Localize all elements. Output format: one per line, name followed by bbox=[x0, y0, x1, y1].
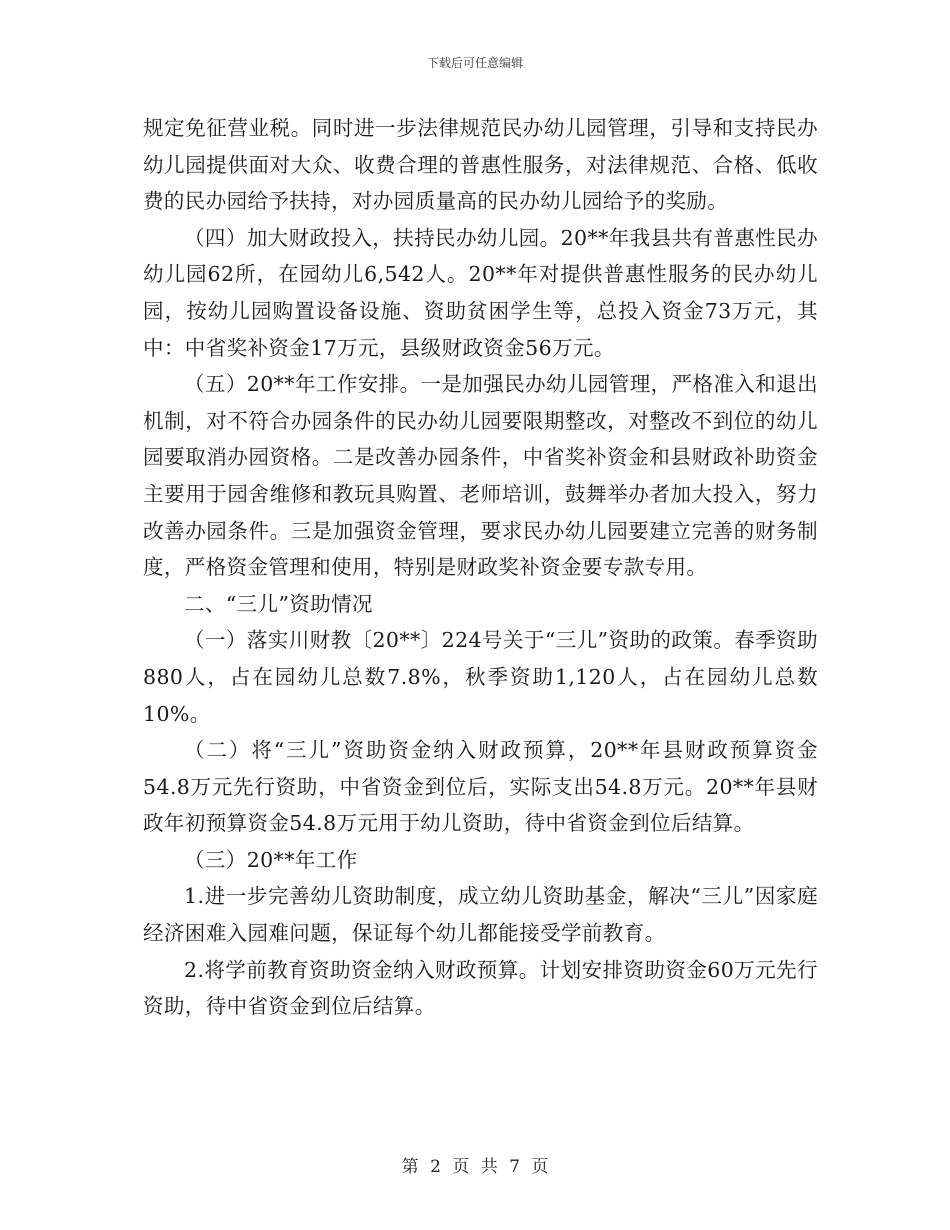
paragraph-section-5: （五）20**年工作安排。一是加强民办幼儿园管理，严格准入和退出机制，对不符合办园条件的民办幼儿园要限期整改，对整改不到位的幼儿园要取消办园资格。二是改善办园条件，中省奖补资金和县财政补助资金主要用于园舍维修和教玩具购置、老师培训，鼓舞举办者加大投入，努力改善办园条件。三是加强资金管理，要求民办幼儿园要建立完善的财务制度，严格资金管理和使用，特别是财政奖补资金要专款专用。 bbox=[143, 372, 818, 580]
page-number-footer: 第 2 页 共 7 页 bbox=[401, 1157, 549, 1177]
document-body bbox=[143, 110, 818, 1025]
paragraph-section-4: （四）加大财政投入，扶持民办幼儿园。20**年我县共有普惠性民办幼儿园62所，在园幼儿6,542人。20**年对提供普惠性服务的民办幼儿园，按幼儿园购置设备设施、资助贫困学生等，总投入资金73万元，其中：中省奖补资金17万元，县级财政资金56万元。 bbox=[143, 225, 818, 360]
section-heading-2: 二、“三儿”资助情况 bbox=[184, 591, 373, 616]
paragraph-subsection-1: （一）落实川财教〔20**〕224号关于“三儿”资助的政策。春季资助880人，占在园幼儿总数7.8%，秋季资助1,120人，占在园幼儿总数10%。 bbox=[143, 628, 818, 726]
paragraph-subsection-2: （二）将“三儿”资助资金纳入财政预算，20**年县财政预算资金54.8万元先行资助，中省资金到位后，实际支出54.8万元。20**年县财政年初预算资金54.8万元用于幼儿资助，待中省资金到位后结算。 bbox=[143, 738, 818, 836]
paragraph-continuation: 规定免征营业税。同时进一步法律规范民办幼儿园管理，引导和支持民办幼儿园提供面对大众、收费合理的普惠性服务，对法律规范、合格、低收费的民办园给予扶持，对办园质量高的民办幼儿园给予的奖励。 bbox=[143, 116, 818, 214]
page-header: 下载后可任意编辑 bbox=[426, 56, 523, 70]
list-item-2: 2.将学前教育资助资金纳入财政预算。计划安排资助资金60万元先行资助，待中省资金到位后结算。 bbox=[143, 957, 818, 1019]
paragraph-subsection-3: （三）20**年工作 bbox=[184, 847, 358, 872]
list-item-1: 1.进一步完善幼儿资助制度，成立幼儿资助基金，解决“三儿”因家庭经济困难入园难问题，保证每个幼儿都能接受学前教育。 bbox=[143, 884, 818, 946]
